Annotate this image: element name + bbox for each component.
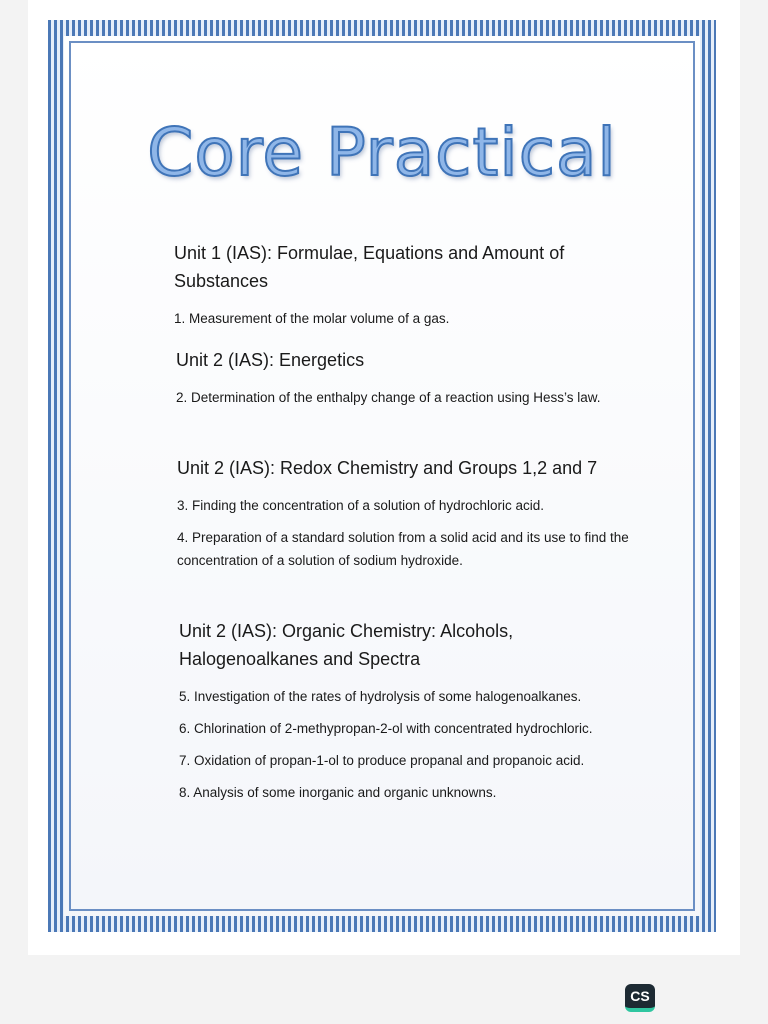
section-unit2-redox <box>177 454 644 581</box>
section-heading: Unit 1 (IAS): Formulae, Equations and Amount of Substances <box>174 243 565 291</box>
practical-item: 3. Finding the concentration of a solution of hydrochloric acid. <box>177 498 544 513</box>
camscanner-logo-icon: CS <box>625 984 655 1012</box>
practical-item: 2. Determination of the enthalpy change of a reaction using Hess’s law. <box>176 390 601 405</box>
practical-item: 6. Chlorination of 2-methypropan-2-ol with concentrated hydrochloric. <box>179 721 593 736</box>
practical-item: 1. Measurement of the molar volume of a gas. <box>174 311 450 326</box>
section-heading: Unit 2 (IAS): Energetics <box>176 350 365 370</box>
section-unit2-energetics <box>176 346 644 418</box>
page-title: Core Practical <box>147 114 617 191</box>
decorative-greek-key-border <box>48 20 716 932</box>
section-unit2-organic <box>179 617 624 813</box>
section-heading: Unit 2 (IAS): Organic Chemistry: Alcohols, Halogenoalkanes and Spectra <box>179 621 514 669</box>
section-unit1-formulae <box>174 239 644 339</box>
practical-item: 8. Analysis of some inorganic and organic unknowns. <box>179 785 497 800</box>
practical-item: 7. Oxidation of propan-1-ol to produce propanal and propanoic acid. <box>179 753 585 768</box>
practical-item: 5. Investigation of the rates of hydrolysis of some halogenoalkanes. <box>179 689 582 704</box>
section-heading: Unit 2 (IAS): Redox Chemistry and Groups 1,2 and 7 <box>177 458 598 478</box>
practical-item: 4. Preparation of a standard solution from a solid acid and its use to find the concentration of a solution of sodium hydroxide. <box>177 530 629 568</box>
